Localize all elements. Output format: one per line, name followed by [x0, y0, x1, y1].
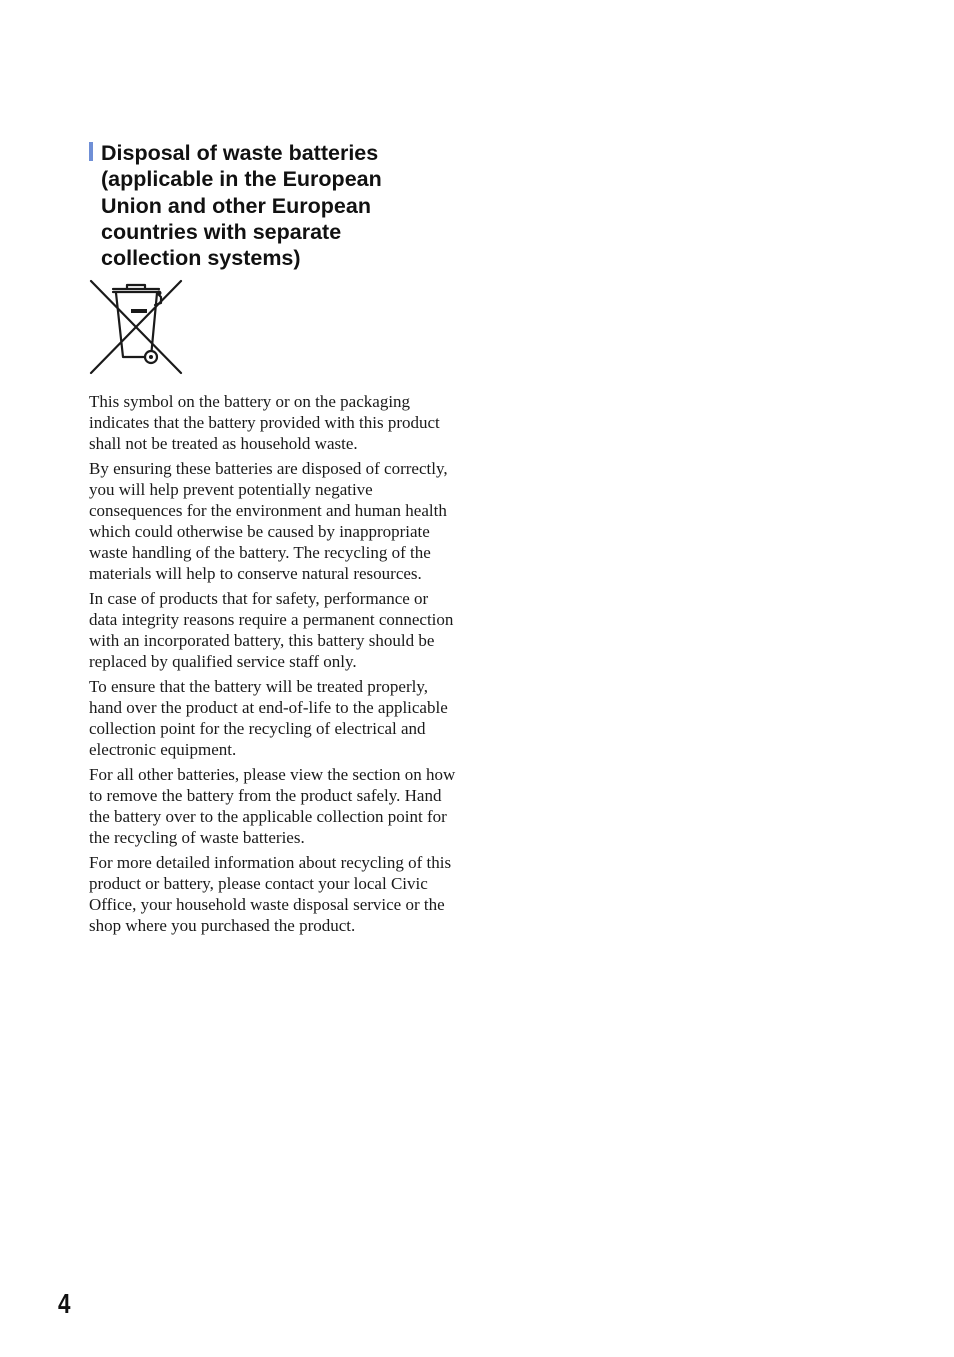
section-heading-text: Disposal of waste batteries (applicable in the European Union and other European countries with separate collection systems)	[101, 141, 382, 271]
crossed-out-wheeled-bin-icon	[89, 279, 185, 377]
paragraph: By ensuring these batteries are disposed of correctly, you will help prevent potentially negative consequences for the environment and human health which could otherwise be caused by inappropriate waste handling of the battery. The recycling of the materials will help to conserve natural resources.	[89, 459, 448, 584]
paragraph: To ensure that the battery will be treated properly, hand over the product at end-of-life to the applicable collection point for the recycling of electrical and electronic equipment.	[89, 677, 448, 760]
heading-accent-bar	[89, 142, 93, 161]
paragraph: In case of products that for safety, performance or data integrity reasons require a permanent connection with an incorporated battery, this battery should be replaced by qualified service staff only.	[89, 589, 454, 672]
paragraph: This symbol on the battery or on the packaging indicates that the battery provided with this product shall not be treated as household waste.	[89, 392, 440, 454]
section-heading	[89, 140, 411, 271]
paragraph: For more detailed information about recycling of this product or battery, please contact your local Civic Office, your household waste disposal service or the shop where you purchased the product.	[89, 853, 452, 936]
battery-disposal-section	[89, 140, 459, 940]
paragraph: For all other batteries, please view the section on how to remove the battery from the product safely. Hand the battery over to the applicable collection point for the recycling of waste batteries.	[89, 765, 456, 848]
page-number: 4	[58, 1288, 71, 1319]
body-text	[89, 391, 459, 936]
